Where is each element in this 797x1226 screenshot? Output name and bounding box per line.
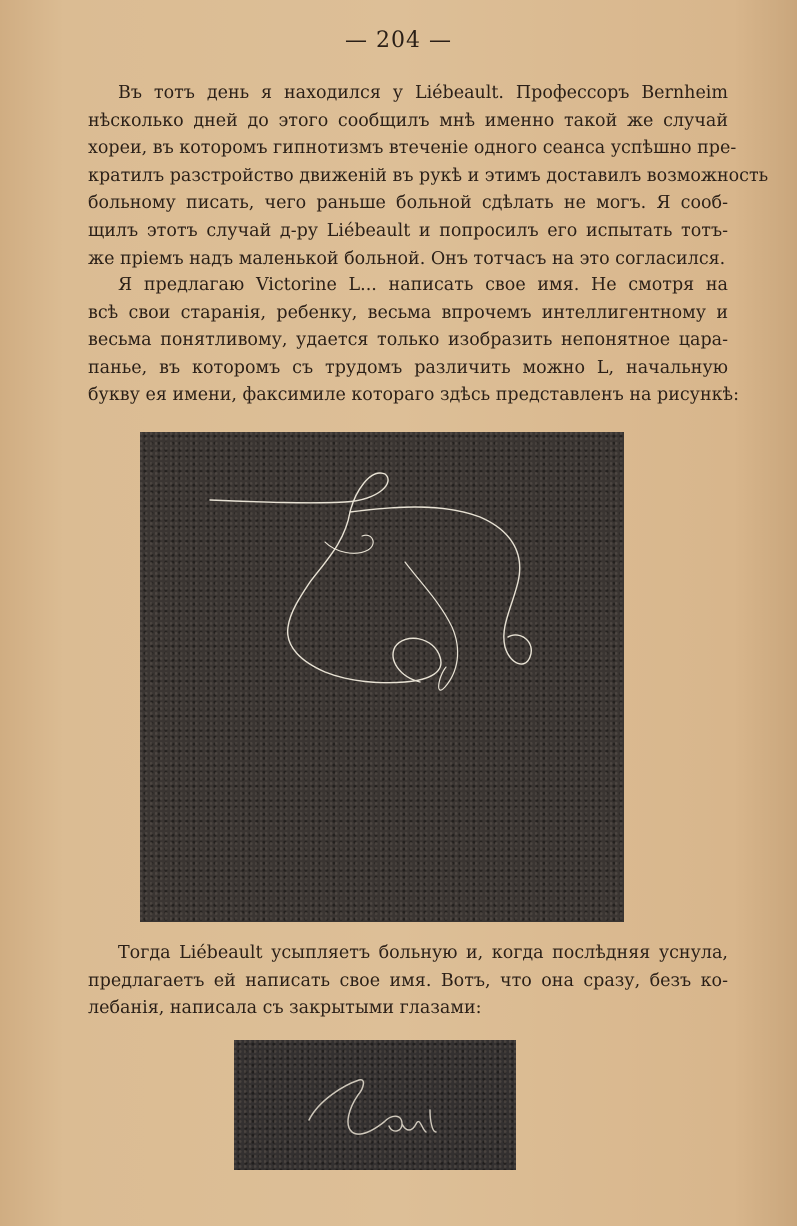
- paragraph-2-line: весьма понятливому, удается только изобразить непонятное цара-: [88, 330, 728, 351]
- paragraph-2-line: букву ея имени, факсимиле котораго здѣсь представленъ на рисункѣ:: [88, 385, 740, 406]
- page-number: — 204 —: [345, 28, 452, 53]
- paragraph-1-line: больному писать, чего раньше больной сдѣлать не могъ. Я сооб-: [88, 193, 728, 214]
- scribble-drawing: [140, 432, 624, 922]
- paragraph-3-line: предлагаетъ ей написать свое имя. Вотъ, что она сразу, безъ ко-: [88, 970, 728, 991]
- scribble-facsimile-figure: [140, 432, 624, 922]
- paragraph-3-line: лебанія, написала съ закрытыми глазами:: [88, 998, 482, 1019]
- paragraph-3: [88, 940, 728, 1023]
- signature-facsimile-figure: [234, 1040, 516, 1170]
- paragraph-1: [88, 80, 769, 273]
- paragraph-1-line: Въ тотъ день я находился у Liébeault. Профессоръ Bernheim: [118, 83, 728, 103]
- paragraph-1-line: нѣсколько дней до этого сообщилъ мнѣ именно такой же случай: [88, 110, 728, 131]
- paragraph-1-line: кратилъ разстройство движеній въ рукѣ и этимъ доставилъ возможность: [88, 165, 769, 186]
- paragraph-3-line: Тогда Liébeault усыпляетъ больную и, когда послѣдняя уснула,: [118, 943, 728, 963]
- paragraph-1-line: же пріемъ надъ маленькой больной. Онъ тотчасъ на это согласился.: [88, 248, 726, 269]
- signature-drawing: [234, 1040, 516, 1170]
- paragraph-2-line: Я предлагаю Victorine L... написать свое имя. Не смотря на: [118, 275, 728, 295]
- paragraph-1-line: щилъ этотъ случай д-ру Liébeault и попросилъ его испытать тотъ-: [88, 220, 728, 241]
- paragraph-2-line: всѣ свои старанія, ребенку, весьма впрочемъ интеллигентному и: [88, 302, 728, 323]
- paragraph-2-line: панье, въ которомъ съ трудомъ различить можно L, начальную: [88, 357, 728, 378]
- paragraph-2: [88, 272, 740, 410]
- paragraph-1-line: хореи, въ которомъ гипнотизмъ втеченіе одного сеанса успѣшно пре-: [88, 138, 737, 159]
